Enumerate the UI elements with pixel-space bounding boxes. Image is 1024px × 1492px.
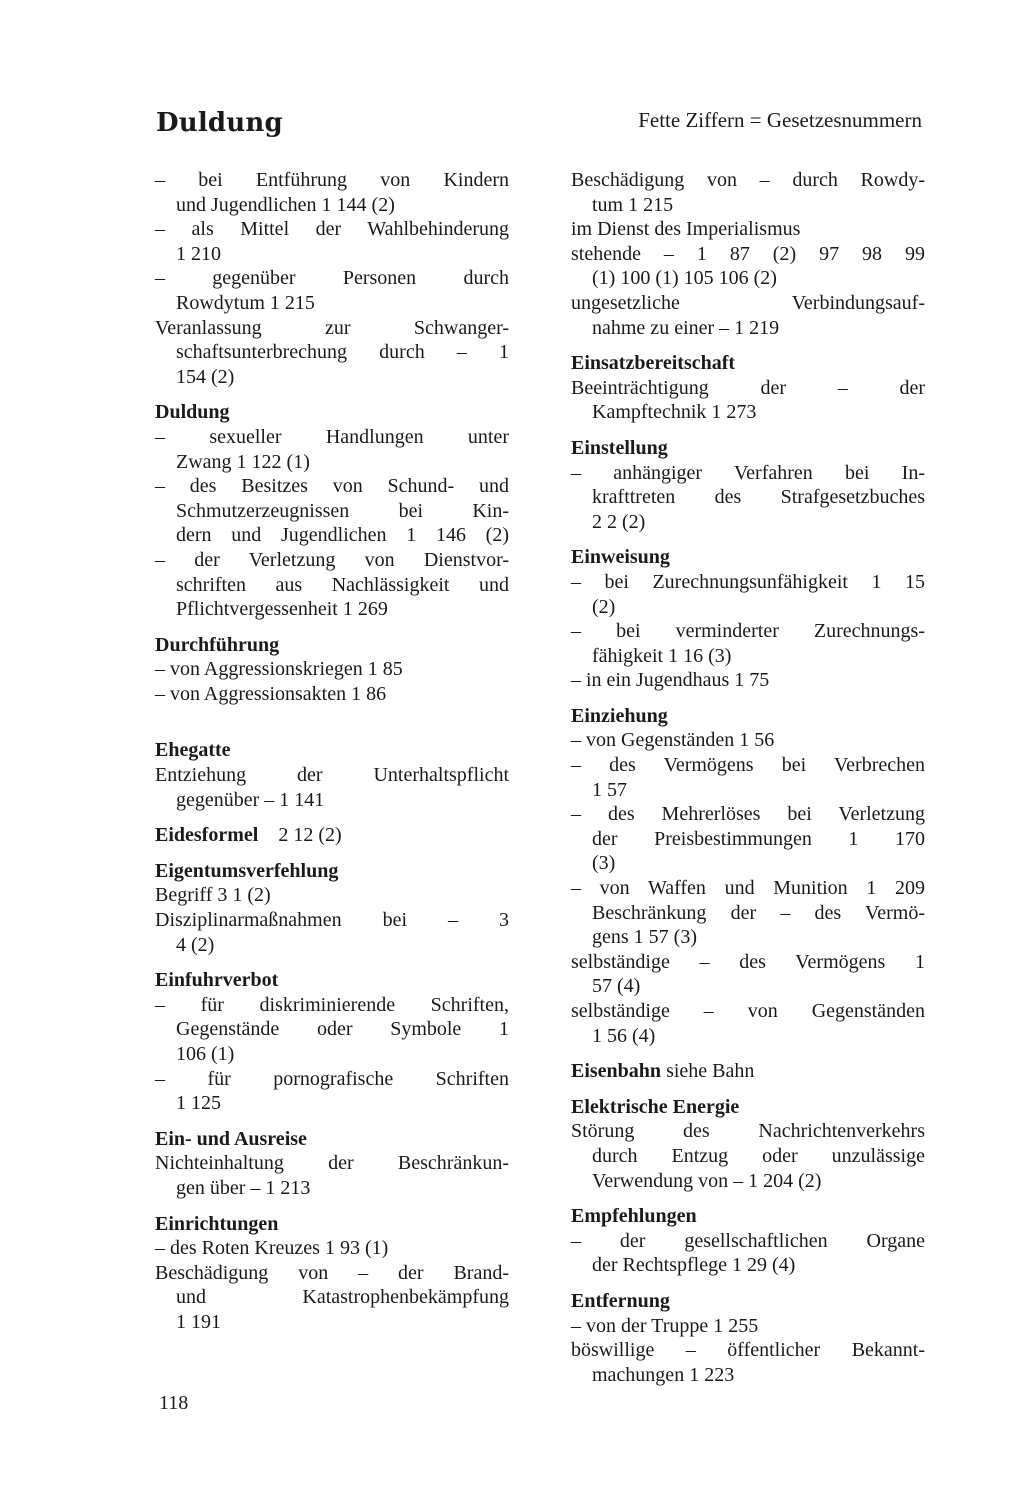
index-line: (2) xyxy=(592,595,616,618)
index-headword: Einweisung xyxy=(571,546,670,569)
index-line: Schmutzerzeugnissen bei Kin- xyxy=(176,499,509,522)
running-head-title: Duldung xyxy=(156,108,283,138)
index-entry xyxy=(571,1059,925,1084)
index-line: (3) xyxy=(592,852,616,875)
index-entry xyxy=(155,823,509,848)
index-line: selbständige – von Gegenständen xyxy=(571,1000,925,1022)
index-line: – der Verletzung von Dienstvor- xyxy=(155,548,509,571)
index-column-left xyxy=(155,168,509,1346)
index-line: und Katastrophenbekämpfung xyxy=(176,1286,509,1309)
index-headword: Eisenbahn siehe Bahn xyxy=(571,1060,755,1083)
index-line: – für diskriminierende Schriften, xyxy=(155,993,509,1016)
index-line: Beschränkung der – des Vermö- xyxy=(592,901,925,924)
index-line: 154 (2) xyxy=(176,365,235,388)
index-line: gens 1 57 (3) xyxy=(592,926,697,949)
index-line: machungen 1 223 xyxy=(592,1363,735,1386)
index-entry xyxy=(155,168,509,389)
index-line: Beschädigung von – durch Rowdy- xyxy=(571,169,925,191)
index-line: im Dienst des Imperialismus xyxy=(571,218,801,241)
index-line: Veranlassung zur Schwanger- xyxy=(155,316,509,339)
index-headword: Entfernung xyxy=(571,1289,670,1312)
index-line: 1 191 xyxy=(176,1310,221,1333)
index-entry xyxy=(155,633,509,707)
index-line: Störung des Nachrichtenverkehrs xyxy=(571,1120,925,1143)
index-entry xyxy=(571,1204,925,1278)
index-line: dern und Jugendlichen 1 146 (2) xyxy=(176,524,509,547)
index-line: – der gesellschaftlichen Organe xyxy=(571,1229,925,1252)
index-line: – von Aggressionskriegen 1 85 xyxy=(155,658,403,681)
index-line: Beschädigung von – der Brand- xyxy=(155,1261,509,1284)
index-line: ungesetzliche Verbindungsauf- xyxy=(571,291,925,314)
index-line: der Rechtspflege 1 29 (4) xyxy=(592,1254,796,1277)
index-line: der Preisbestimmungen 1 170 xyxy=(592,827,925,850)
index-headword: Einziehung xyxy=(571,704,668,727)
index-reference: 2 12 (2) xyxy=(278,824,342,847)
index-line: schaftsunterbrechung durch – 1 xyxy=(176,341,509,364)
running-head-note: Fette Ziffern = Gesetzesnummern xyxy=(638,108,922,132)
index-line: Zwang 1 122 (1) xyxy=(176,450,310,473)
index-entry xyxy=(155,400,509,621)
index-line: 57 (4) xyxy=(592,975,641,998)
page-number: 118 xyxy=(159,1392,189,1414)
index-line: nahme zu einer – 1 219 xyxy=(592,316,780,339)
index-line: gen über – 1 213 xyxy=(176,1176,311,1199)
index-line: Begriff 3 1 (2) xyxy=(155,884,271,907)
index-line: Rowdytum 1 215 xyxy=(176,291,315,314)
index-line: – von Gegenständen 1 56 xyxy=(571,729,775,752)
index-line: – bei Entführung von Kindern xyxy=(155,169,509,191)
index-line: 4 (2) xyxy=(176,933,215,956)
index-line: – des Vermögens bei Verbrechen xyxy=(571,754,925,777)
index-entry xyxy=(155,1212,509,1335)
index-line: böswillige – öffentlicher Bekannt- xyxy=(571,1339,925,1362)
index-line: durch Entzug oder unzulässige xyxy=(592,1144,925,1167)
index-line: – des Mehrerlöses bei Verletzung xyxy=(571,803,925,826)
index-line: 1 57 xyxy=(592,778,627,801)
index-headword: Einstellung xyxy=(571,436,668,459)
index-line: – von der Truppe 1 255 xyxy=(571,1314,759,1337)
index-headword: Ein- und Ausreise xyxy=(155,1127,307,1150)
index-entry xyxy=(155,738,509,812)
index-line: 1 125 xyxy=(176,1092,221,1115)
index-headword: Eigentumsverfehlung xyxy=(155,859,339,882)
index-entry xyxy=(571,704,925,1048)
running-head xyxy=(156,108,922,140)
index-line: und Jugendlichen 1 144 (2) xyxy=(176,193,395,216)
index-line: – als Mittel der Wahlbehinderung xyxy=(155,218,509,241)
index-line: tum 1 215 xyxy=(592,193,674,216)
index-line: – von Aggressionsakten 1 86 xyxy=(155,682,387,705)
index-line: 2 2 (2) xyxy=(592,510,646,533)
index-line: – in ein Jugendhaus 1 75 xyxy=(571,669,770,692)
index-entry xyxy=(571,1289,925,1387)
index-entry xyxy=(571,436,925,534)
index-line: 106 (1) xyxy=(176,1043,235,1065)
index-line: – bei verminderter Zurechnungs- xyxy=(571,620,925,643)
index-line: Nichteinhaltung der Beschränkun- xyxy=(155,1152,509,1175)
index-column-right xyxy=(571,168,925,1398)
index-line: – von Waffen und Munition 1 209 xyxy=(571,877,925,900)
index-line: – des Besitzes von Schund- und xyxy=(155,475,509,498)
index-line: selbständige – des Vermögens 1 xyxy=(571,950,925,973)
index-headword: Durchführung xyxy=(155,633,280,656)
index-see-reference: siehe Bahn xyxy=(666,1060,755,1083)
index-line: Kampftechnik 1 273 xyxy=(592,401,757,424)
index-line: Verwendung von – 1 204 (2) xyxy=(592,1169,822,1192)
index-line: – für pornografische Schriften xyxy=(155,1067,509,1090)
index-headword: Ehegatte xyxy=(155,739,231,762)
index-line: fähigkeit 1 16 (3) xyxy=(592,644,732,667)
index-line: 1 56 (4) xyxy=(592,1024,656,1047)
index-entry xyxy=(571,351,925,425)
index-headword: Empfehlungen xyxy=(571,1205,697,1228)
index-entry xyxy=(571,545,925,693)
index-entry xyxy=(155,1127,509,1201)
index-line: – des Roten Kreuzes 1 93 (1) xyxy=(155,1237,389,1260)
index-line: Gegenstände oder Symbole 1 xyxy=(176,1018,509,1041)
index-line: 1 210 xyxy=(176,242,221,265)
index-line: stehende – 1 87 (2) 97 98 99 xyxy=(571,242,925,265)
index-headword: Eidesformel 2 12 (2) xyxy=(155,824,342,847)
index-line: Pflichtvergessenheit 1 269 xyxy=(176,598,388,621)
index-headword: Einfuhrverbot xyxy=(155,969,279,992)
index-line: krafttreten des Strafgesetzbuches xyxy=(592,486,925,509)
index-entry xyxy=(571,168,925,340)
index-entry xyxy=(155,859,509,957)
index-line: Beeinträchtigung der – der xyxy=(571,376,925,399)
index-headword: Elektrische Energie xyxy=(571,1095,740,1118)
index-line: schriften aus Nachlässigkeit und xyxy=(176,573,509,596)
index-line: gegenüber – 1 141 xyxy=(176,788,325,811)
index-line: – sexueller Handlungen unter xyxy=(155,425,509,448)
index-entry xyxy=(571,1095,925,1193)
index-line: (1) 100 (1) 105 106 (2) xyxy=(592,267,777,290)
index-headword: Duldung xyxy=(155,401,230,424)
index-line: Disziplinarmaßnahmen bei – 3 xyxy=(155,909,509,932)
index-entry xyxy=(155,968,509,1116)
index-headword: Einsatzbereitschaft xyxy=(571,352,736,375)
index-line: – anhängiger Verfahren bei In- xyxy=(571,461,925,484)
index-headword: Einrichtungen xyxy=(155,1212,279,1235)
index-line: – bei Zurechnungsunfähigkeit 1 15 xyxy=(571,570,925,593)
index-line: – gegenüber Personen durch xyxy=(155,267,509,290)
index-line: Entziehung der Unterhaltspflicht xyxy=(155,764,509,787)
